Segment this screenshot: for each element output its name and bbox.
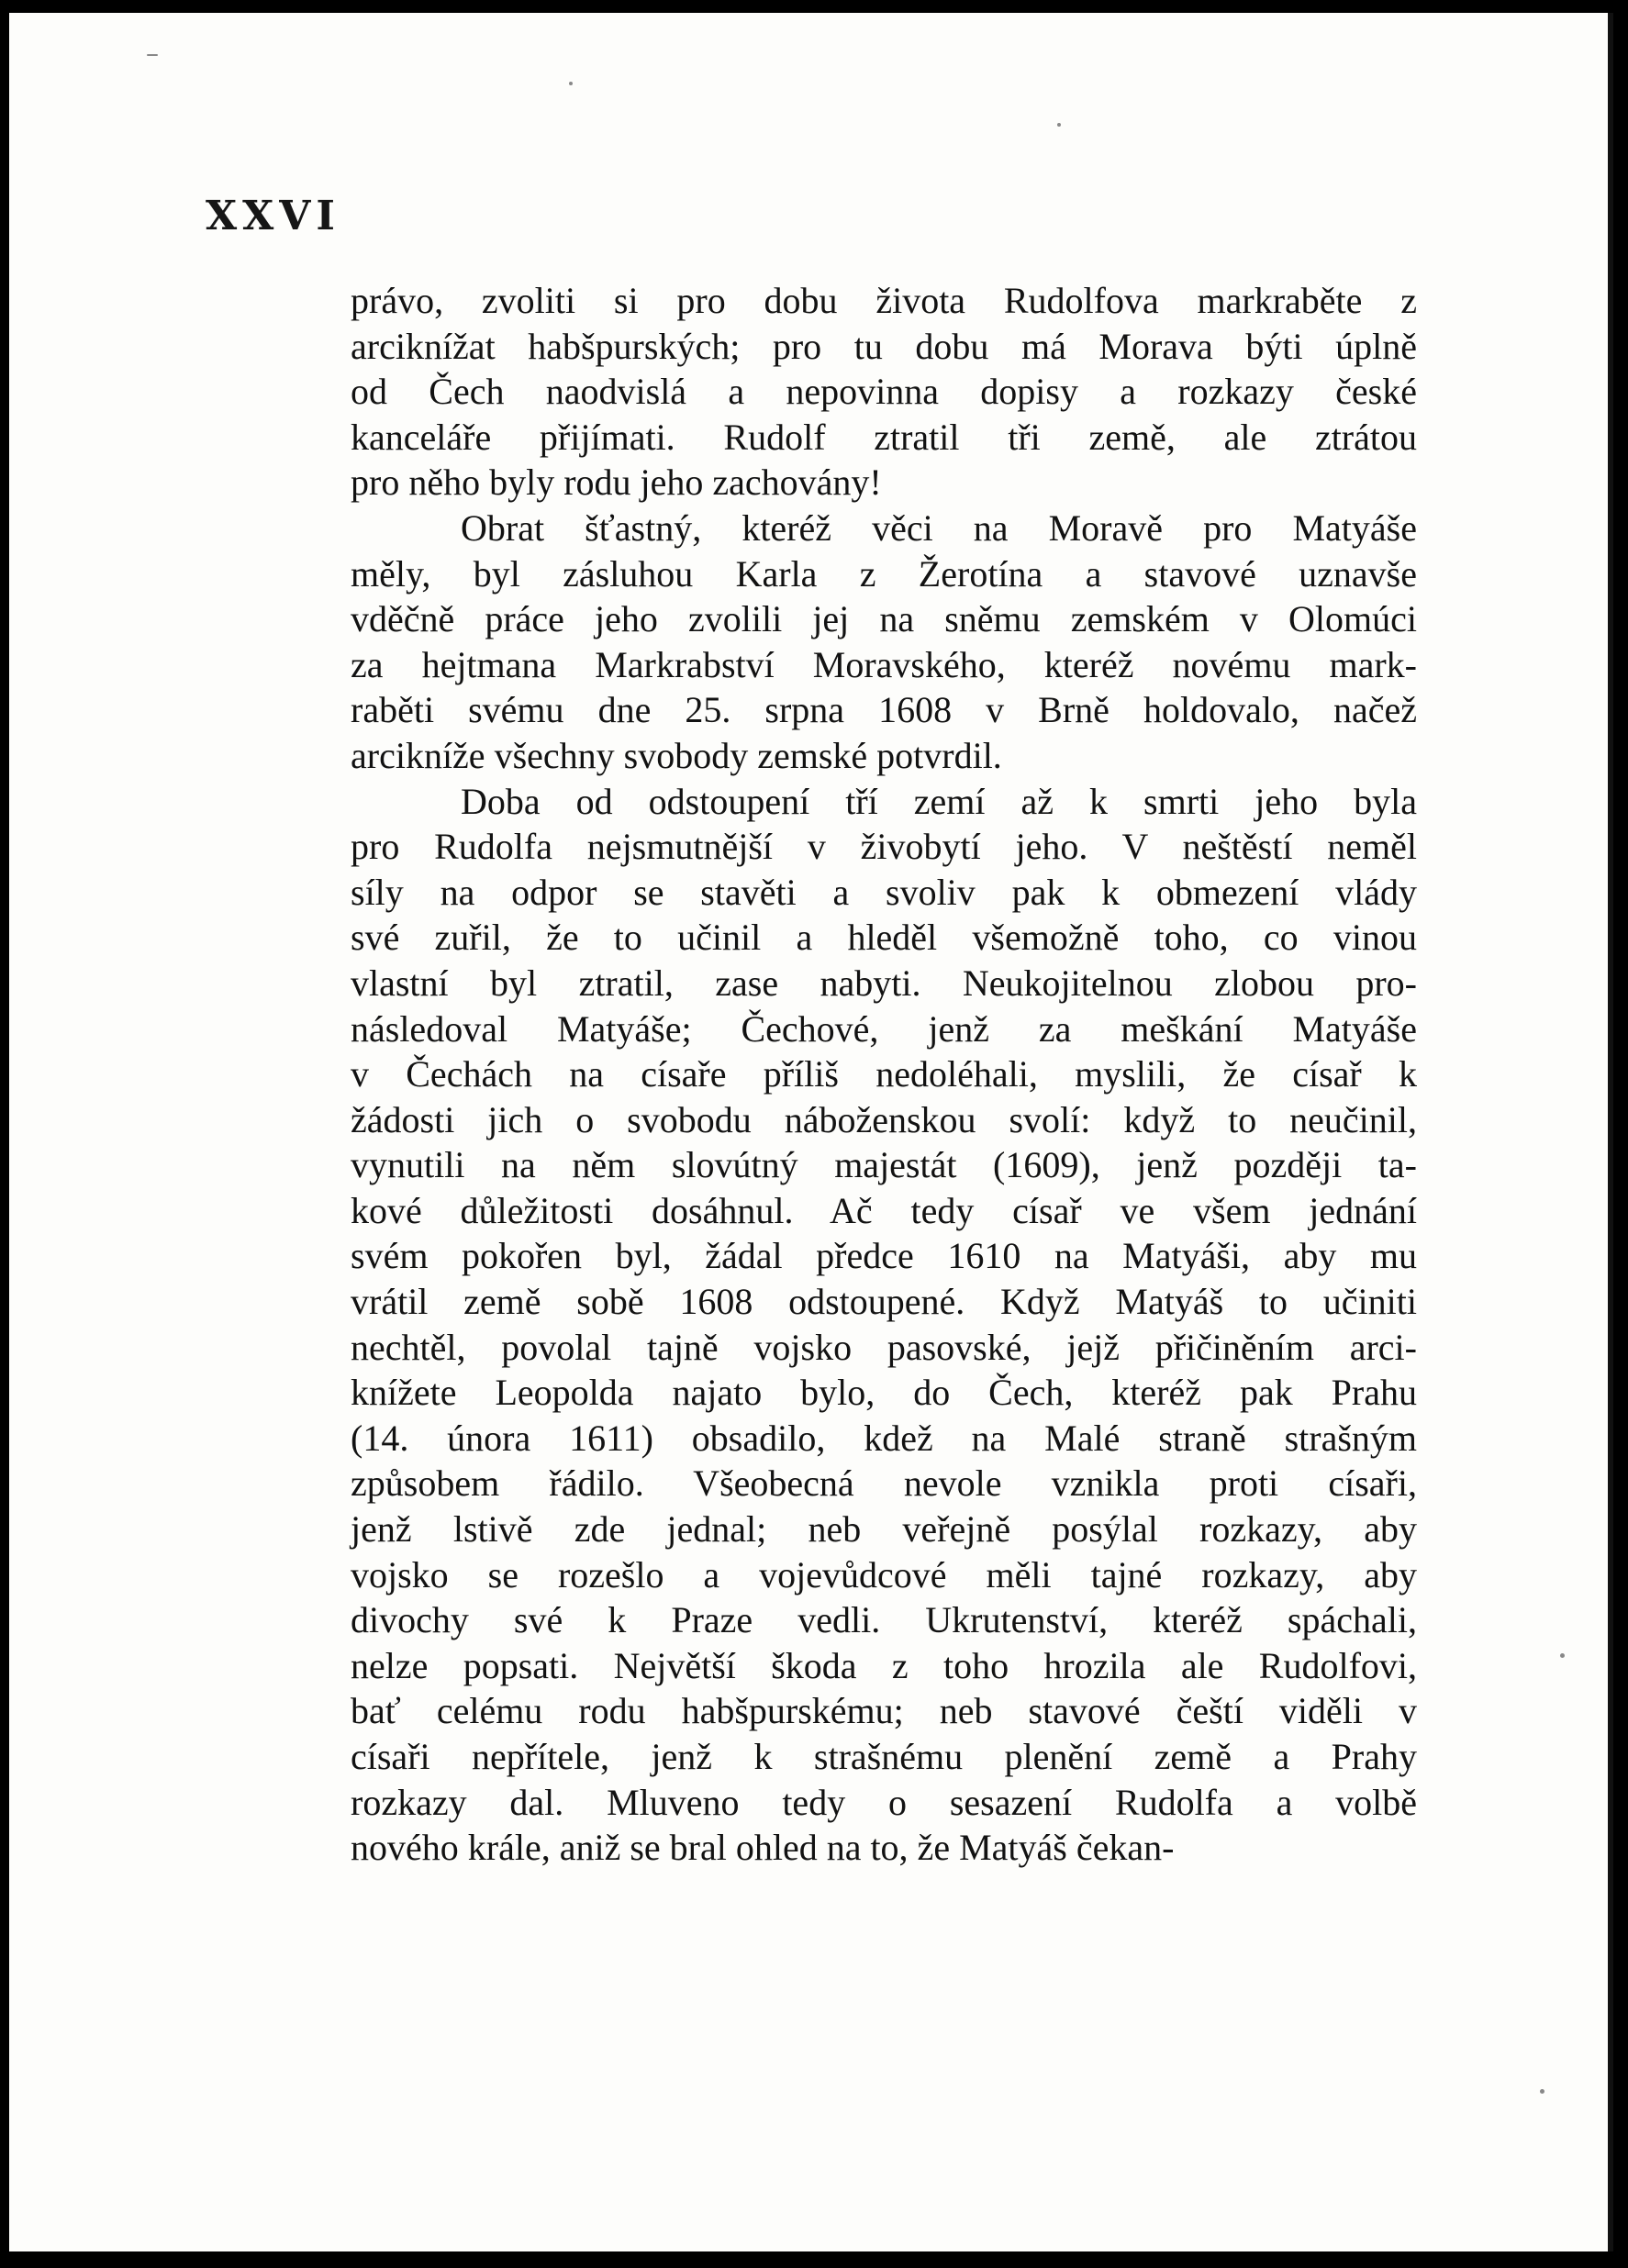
text-line: jenž lstivě zde jednal; neb veřejně posýlal rozkazy, aby [351, 1508, 1417, 1551]
text-line: vlastní byl ztratil, zase nabyti. Neukojitelnou zlobou pro- [351, 962, 1417, 1004]
text-line: právo, zvoliti si pro dobu života Rudolfova markraběte z [351, 280, 1417, 321]
text-line: vynutili na něm slovútný majestát (1609), jenž později ta- [351, 1144, 1417, 1186]
text-line: císaři nepřítele, jenž k strašnému plenění země a Prahy [351, 1736, 1417, 1777]
paragraph [351, 779, 1417, 1871]
text-line: divochy své k Praze vedli. Ukrutenství, kteréž spáchali, [351, 1599, 1417, 1641]
text-line: Doba od odstoupení tří zemí až k smrti jeho byla [461, 780, 1417, 822]
text-line: vděčně práce jeho zvolili jej na sněmu zemském v Olomúci [351, 598, 1417, 640]
text-line: rozkazy dal. Mluveno tedy o sesazení Rudolfa a volbě [351, 1781, 1417, 1823]
body-text [351, 278, 1417, 1871]
page-number: XXVI [206, 193, 340, 239]
text-line: (14. února 1611) obsadilo, kdež na Malé straně strašným [351, 1417, 1417, 1459]
scan-speck [147, 54, 158, 56]
paragraph [351, 278, 1417, 506]
text-line: bať celému rodu habšpurskému; neb stavové čeští viděli v [351, 1690, 1417, 1732]
scan-speck [1560, 1653, 1565, 1658]
paragraph [351, 506, 1417, 779]
text-line: nechtěl, povolal tajně vojsko pasovské, jejž přičiněním arci- [351, 1326, 1417, 1368]
text-line: kanceláře přijímati. Rudolf ztratil tři země, ale ztrátou [351, 416, 1417, 458]
text-line: arcikníže všechny svobody zemské potvrdil. [351, 734, 1002, 776]
text-line: knížete Leopolda najato bylo, do Čech, kteréž pak Prahu [351, 1372, 1417, 1414]
text-line: žádosti jich o svobodu náboženskou svolí: když to neučinil, [351, 1098, 1417, 1140]
text-line: nelze popsati. Největší škoda z toho hrozila ale Rudolfovi, [351, 1644, 1417, 1686]
text-line: Obrat šťastný, kteréž věci na Moravě pro Matyáše [461, 506, 1417, 549]
text-line: svém pokořen byl, žádal předce 1610 na Matyáši, aby mu [351, 1235, 1417, 1277]
text-line: v Čechách na císaře příliš nedoléhali, myslili, že císař k [351, 1053, 1417, 1095]
text-line: způsobem řádilo. Všeobecná nevole vznikla proti císaři, [351, 1462, 1417, 1505]
text-line: pro Rudolfa nejsmutnější v živobytí jeho. V neštěstí neměl [351, 826, 1417, 868]
text-line: arciknížat habšpurských; pro tu dobu má Morava býti úplně [351, 325, 1417, 367]
text-line: nového krále, aniž se bral ohled na to, že Matyáš čekan- [351, 1827, 1175, 1869]
text-line: síly na odpor se stavěti a svoliv pak k obmezení vlády [351, 871, 1417, 913]
text-line: kové důležitosti dosáhnul. Ač tedy císař ve všem jednání [351, 1189, 1417, 1231]
scan-speck [1540, 2089, 1544, 2094]
text-line: vrátil země sobě 1608 odstoupené. Když Matyáš to učiniti [351, 1281, 1417, 1323]
scan-speck [1057, 123, 1061, 127]
scan-speck [569, 82, 573, 85]
text-line: následoval Matyáše; Čechové, jenž za meškání Matyáše [351, 1007, 1417, 1050]
text-line: raběti svému dne 25. srpna 1608 v Brně holdovalo, načež [351, 689, 1417, 731]
text-line: vojsko se rozešlo a vojevůdcové měli tajné rozkazy, aby [351, 1553, 1417, 1595]
text-line: své zuřil, že to učinil a hleděl všemožně toho, co vinou [351, 917, 1417, 959]
scanned-page [9, 13, 1613, 2251]
text-line: měly, byl zásluhou Karla z Žerotína a stavové uznavše [351, 552, 1417, 595]
text-line: od Čech naodvislá a nepovinna dopisy a rozkazy české [351, 371, 1417, 413]
text-line: za hejtmana Markrabství Moravského, kteréž novému mark- [351, 643, 1417, 685]
text-line: pro něho byly rodu jeho zachovány! [351, 461, 882, 504]
